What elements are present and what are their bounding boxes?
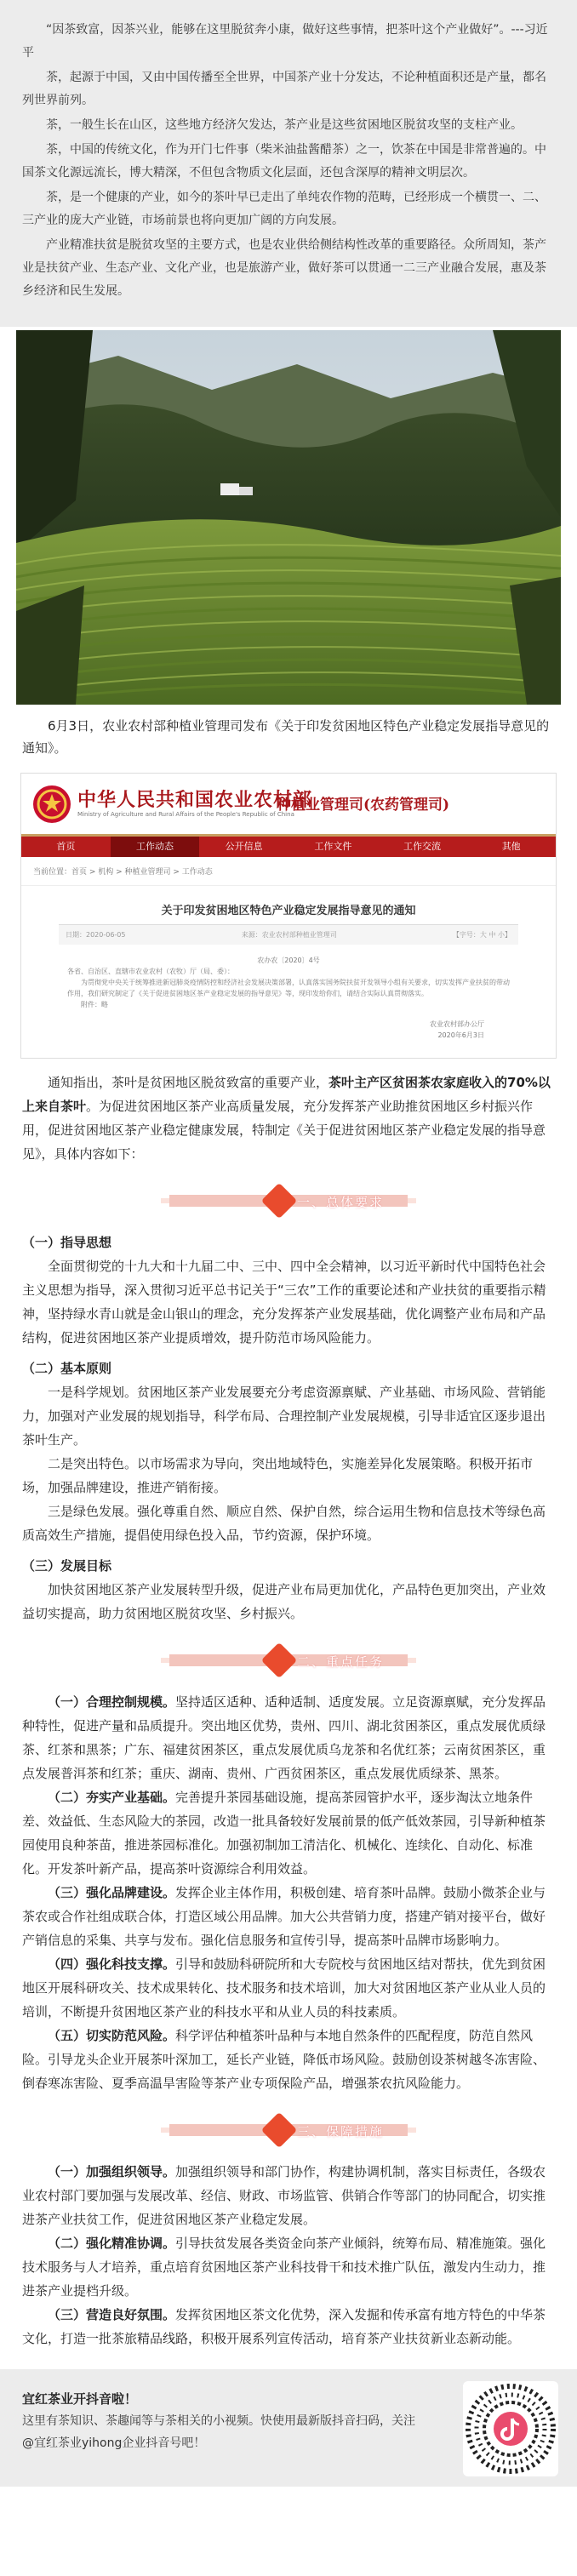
intro-paragraph: 茶，中国的传统文化，作为开门七件事（柴米油盐酱醋茶）之一，饮茶在中国是非常普遍的。中国茶文化源远流长，博大精深，不但包含物质文化层面，还包含深厚的精神文明层次。 <box>22 143 546 180</box>
task-item <box>0 2024 577 2095</box>
task-heading: （二）夯实产业基础。 <box>48 1790 176 1805</box>
sign-org: 农业农村部办公厅 <box>430 1020 484 1028</box>
task-text: 科学评估种植茶叶品种与本地自然条件的匹配程度，防范自然风险。引导龙头企业开展茶叶深加工，延长产业链，降低市场风险。鼓励创设茶树越冬冻害险、倒春寒冻害险、夏季高温旱害险等茶产业专项保险产品，增强茶农抗风险能力。 <box>22 2028 546 2091</box>
section-band-2 <box>161 1644 416 1678</box>
section-text: 三是绿色发展。强化尊重自然、顺应自然、保护自然，综合运用生物和信息技术等绿色高质高效生产措施，提倡使用绿色投入品，节约资源，保护环境。 <box>22 1504 546 1543</box>
douyin-promo-footer <box>0 2369 577 2487</box>
ministry-title: 中华人民共和国农业农村部 <box>77 789 313 811</box>
section-text: 一是科学规划。贫困地区茶产业发展要充分考虑资源禀赋、产业基础、市场风险、营销能力，加强对产业发展的规划指导，科学布局、合理控制产业发展规模，引导非适宜区逐步退出茶叶生产。 <box>22 1385 546 1448</box>
task-text: 坚持适区适种、适种适制、适度发展。立足资源禀赋，充分发挥品种特性，促进产量和品质提升。突出地区优势，贵州、四川、湖北贫困茶区，重点发展优质绿茶、红茶和黑茶；广东、福建贫困茶区，重点发展优质乌龙茶和名优红茶；云南贫困茶区，重点发展普洱茶和红茶；重庆、湖南、贵州、广西贫困茶区，重点发展优质绿茶、黑茶。 <box>22 1694 546 1781</box>
task-item <box>0 1881 577 1952</box>
nav-item[interactable]: 工作文件 <box>314 841 352 852</box>
task-text: 发挥企业主体作用，积极创建、培育茶叶品牌。鼓励小微茶企业与茶农或合作社组成联合体，打造区域公用品牌。加大公共营销力度，搭建产销对接平台，做好产销信息的采集、共享与发布。强化信息服务和宣传引导，提高茶叶品牌市场影响力。 <box>22 1885 546 1948</box>
tea-plantation-photo <box>16 330 561 705</box>
lead-emphasis: 茶叶主产区贫困茶农家庭收入的70%以上来自茶叶 <box>22 1075 551 1114</box>
section-band-label: 三、保障措施 <box>297 2124 385 2139</box>
subsection-heading: （三）发展目标 <box>22 1558 112 1574</box>
breadcrumb: 当前位置：首页 > 机构 > 种植业管理司 > 工作动态 <box>21 857 556 886</box>
notice-line: 为贯彻党中央关于统筹推进新冠肺炎疫情防控和经济社会发展决策部署，认真落实国务院扶贫开发领导小组有关要求，切实发挥产业扶贫的带动作用，我们研究制定了《关于促进贫困地区茶产业稳定发展的指导意见》等，现印发给你们，请结合实际认真贯彻落实。 <box>67 979 510 997</box>
sign-date: 2020年6月3日 <box>437 1031 484 1039</box>
notice-date: 日期：2020-06-05 <box>66 931 126 939</box>
nav-item[interactable]: 公开信息 <box>225 841 263 852</box>
lead-text-a: 通知指出，茶叶是贫困地区脱贫致富的重要产业， <box>48 1075 329 1090</box>
nav-item[interactable]: 其他 <box>501 841 521 852</box>
measure-item <box>0 2231 577 2303</box>
measure-text: 加强组织领导和部门协作，构建协调机制，落实目标责任，各级农业农村部门要加强与发展改革、经信、财政、市场监管、供销合作等部门的协同配合，切实推进茶产业扶贫工作，促进贫困地区茶产业稳定发展。 <box>22 2164 546 2227</box>
task-item <box>0 1690 577 1785</box>
task-item <box>0 1785 577 1881</box>
notice-title: 关于印发贫困地区特色产业稳定发展指导意见的通知 <box>59 894 518 925</box>
notice-line: 各省、自治区、直辖市农业农村（农牧）厅（局、委）： <box>67 968 234 975</box>
task-text: 完善提升茶园基础设施，提高茶园管护水平，逐步淘汰立地条件差、效益低、生态风险大的茶园，改造一批具备较好发展前景的低产低效茶园，引导新种植茶园使用良种茶苗，推进茶园标准化。加强初制加工清洁化、机械化、连续化、自动化、标准化。开发茶叶新产品，提高茶叶资源综合利用效益。 <box>22 1790 546 1876</box>
measure-heading: （一）加强组织领导。 <box>48 2164 176 2179</box>
intro-paragraph: 茶，起源于中国，又由中国传播至全世界，中国茶产业十分发达，不论种植面积还是产量，都名列世界前列。 <box>22 71 546 107</box>
task-heading: （五）切实防范风险。 <box>48 2028 176 2043</box>
promo-description: 这里有茶知识、茶趣闻等与茶相关的小视频。快使用最新版抖音扫码，关注@宜红茶业yihong企业抖音号吧！ <box>22 2414 415 2450</box>
gov-site-header <box>21 774 556 837</box>
intro-paragraph: “因茶致富，因茶兴业，能够在这里脱贫奔小康，做好这些事情，把茶叶这个产业做好”。---习近平 <box>22 23 548 60</box>
nav-item-active[interactable]: 工作动态 <box>111 837 200 857</box>
intro-paragraph: 茶，一般生长在山区，这些地方经济欠发达，茶产业是这些贫困地区脱贫攻坚的支柱产业。 <box>46 118 523 132</box>
section-band-label: 一、总体要求 <box>297 1195 385 1210</box>
section-band-3 <box>161 2114 416 2148</box>
intro-paragraph: 茶，是一个健康的产业，如今的茶叶早已走出了单纯农作物的范畴，已经形成一个横贯一、二、三产业的庞大产业链，市场前景也将向更加广阔的方向发展。 <box>22 191 546 227</box>
intro-paragraph: 产业精准扶贫是脱贫攻坚的主要方式，也是农业供给侧结构性改革的重要路径。众所周知，茶产业是扶贫产业、生态产业、文化产业，也是旅游产业，做好茶可以贯通一二三产业融合发展，惠及茶乡经济和民生发展。 <box>22 238 546 298</box>
section-band-1 <box>161 1185 416 1219</box>
department-name: 种植业管理司(农药管理司) <box>277 797 450 814</box>
notice-meta <box>59 925 518 945</box>
task-item <box>0 1952 577 2024</box>
douyin-qr-code-icon[interactable] <box>463 2381 558 2476</box>
task-text: 引导和鼓励科研院所和大专院校与贫困地区结对帮扶，优先到贫困地区开展科研攻关、技术成果转化、技术服务和技术培训，加大对贫困地区茶产业从业人员的培训，不断提升贫困地区茶产业的科技水平和从业人员的科技素质。 <box>22 1956 546 2019</box>
nav-item[interactable]: 首页 <box>56 841 76 852</box>
notice-body <box>59 945 518 1014</box>
measure-text: 发挥贫困地区茶文化优势，深入发掘和传承富有地方特色的中华茶文化，打造一批茶旅精品线路，积极开展系列宣传活动，培育茶产业扶贫新业态新动能。 <box>22 2307 546 2346</box>
measure-heading: （二）强化精准协调。 <box>48 2236 176 2251</box>
ministry-subtitle: Ministry of Agriculture and Rural Affairs of the People's Republic of China <box>77 811 294 818</box>
measure-item <box>0 2160 577 2231</box>
national-emblem-icon <box>31 784 72 825</box>
lead-text-c: 。为促进贫困地区茶产业高质量发展，充分发挥茶产业助推贫困地区乡村振兴作用，促进贫困地区茶产业稳定健康发展，特制定《关于促进贫困地区茶产业稳定发展的指导意见》，具体内容如下： <box>22 1099 546 1162</box>
measure-heading: （三）营造良好氛围。 <box>48 2307 176 2322</box>
section-band-label: 二、重点任务 <box>297 1654 385 1670</box>
notice-document <box>59 894 518 1046</box>
section-text: 全面贯彻党的十九大和十九届二中、三中、四中全会精神，以习近平新时代中国特色社会主义思想为指导，深入贯彻习近平总书记关于“三农”工作的重要论述和产业扶贫的重要指示精神，坚持绿水青山就是金山银山的理念，充分发挥茶产业发展基础，优化调整产业布局和产品结构，促进贫困地区茶产业提质增效，提升防范市场风险能力。 <box>22 1259 546 1345</box>
task-heading: （三）强化品牌建设。 <box>48 1885 176 1900</box>
promo-title: 宜红茶业开抖音啦！ <box>22 2391 138 2407</box>
photo-caption: 6月3日，农业农村部种植业管理司发布《关于印发贫困地区特色产业稳定发展指导意见的通知》。 <box>22 718 550 756</box>
section-text: 加快贫困地区茶产业发展转型升级，促进产业布局更加优化，产品特色更加突出，产业效益切实提高，助力贫困地区脱贫攻坚、乡村振兴。 <box>22 1582 546 1621</box>
notice-source: 来源：农业农村部种植业管理司 <box>241 931 337 939</box>
notice-signature <box>59 1014 518 1046</box>
gov-notice-screenshot <box>20 773 557 1059</box>
section-text: 二是突出特色。以市场需求为导向，突出地域特色，实施差异化发展策略。积极开拓市场，加强品牌建设，推进产销衔接。 <box>22 1456 534 1495</box>
subsection-heading: （一）指导思想 <box>22 1235 112 1250</box>
intro-quote-block <box>0 0 577 327</box>
measure-item <box>0 2303 577 2350</box>
notice-line: 农办农〔2020〕4号 <box>257 957 320 964</box>
nav-item[interactable]: 工作交流 <box>403 841 442 852</box>
lead-paragraph <box>0 1071 577 1166</box>
gov-site-nav <box>21 837 556 857</box>
font-size-control[interactable]: 【字号：大 中 小】 <box>452 931 511 939</box>
task-heading: （一）合理控制规模。 <box>48 1694 176 1710</box>
subsection-heading: （二）基本原则 <box>22 1361 112 1376</box>
task-heading: （四）强化科技支撑。 <box>48 1956 176 1972</box>
notice-line: 附件：略 <box>81 1001 108 1008</box>
measure-text: 引导扶贫发展各类资金向茶产业倾斜，统筹布局、精准施策。强化技术服务与人才培养，重点培育贫困地区茶产业科技骨干和技术推广队伍，激发内生动力，推进茶产业提档升级。 <box>22 2236 546 2299</box>
